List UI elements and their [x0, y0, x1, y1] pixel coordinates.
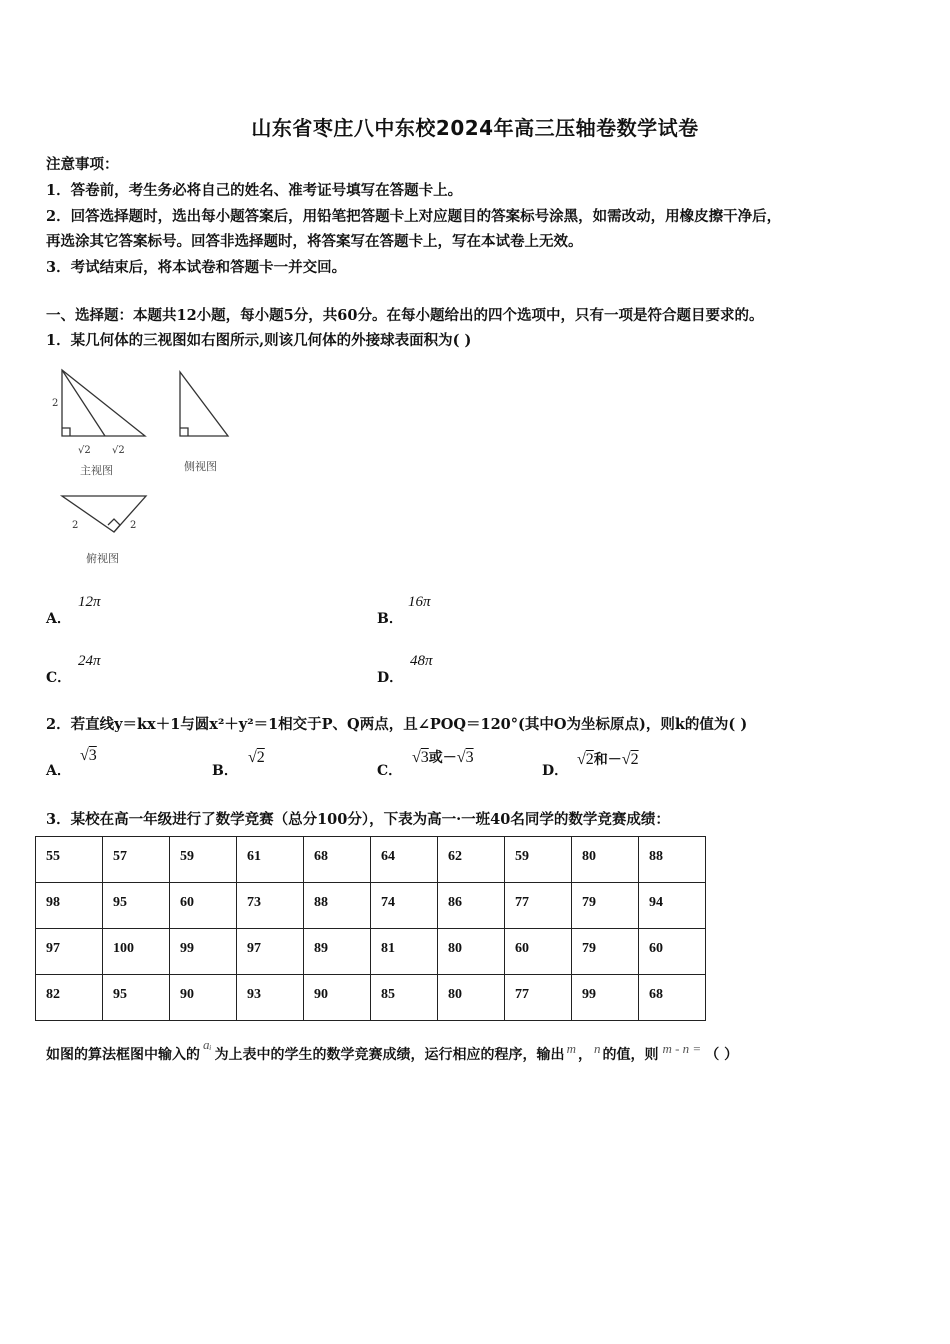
table-cell: 68	[639, 975, 706, 1021]
table-cell: 62	[438, 837, 505, 883]
table-cell: 97	[237, 929, 304, 975]
notice-item: 再选涂其它答案标号。回答非选择题时，将答案写在答题卡上，写在本试卷上无效。	[46, 233, 583, 250]
front-view-outer	[62, 370, 145, 436]
front-view-right-angle	[62, 428, 70, 436]
section-heading: 一、选择题：本题共12小题，每小题5分，共60分。在每小题给出的四个选项中，只有一项是符合题目要求的。	[46, 307, 764, 324]
var-n: n	[593, 1041, 601, 1056]
table-cell: 73	[237, 883, 304, 929]
table-cell: 77	[505, 883, 572, 929]
table-row	[36, 883, 706, 929]
table-cell: 88	[639, 837, 706, 883]
height-label: 2	[52, 398, 59, 409]
q1-option-d-letter: D．	[377, 670, 404, 686]
table-cell: 90	[170, 975, 237, 1021]
top-view-right-angle	[108, 519, 120, 532]
q2-option-b-letter: B．	[212, 763, 238, 779]
table-cell: 80	[438, 929, 505, 975]
table-cell: 97	[36, 929, 103, 975]
notice-item: 1．答卷前，考生务必将自己的姓名、准考证号填写在答题卡上。	[46, 182, 463, 199]
question-3-text: 3．某校在高一年级进行了数学竞赛（总分100分），下表为高一·一班40名同学的数学竞赛成绩：	[46, 811, 670, 828]
three-view-figure	[50, 362, 250, 572]
table-row	[36, 929, 706, 975]
table-cell: 90	[304, 975, 371, 1021]
table-cell: 89	[304, 929, 371, 975]
q2-option-a-letter: A．	[46, 763, 71, 779]
table-cell: 88	[304, 883, 371, 929]
q1-option-c-letter: C．	[46, 670, 72, 686]
var-m: m	[566, 1041, 576, 1056]
notice-item: 3．考试结束后，将本试卷和答题卡一并交回。	[46, 259, 347, 276]
table-cell: 80	[438, 975, 505, 1021]
table-cell: 95	[103, 975, 170, 1021]
base-label: √2	[78, 445, 91, 456]
table-cell: 95	[103, 883, 170, 929]
table-cell: 98	[36, 883, 103, 929]
q1-option-d-value: 48π	[410, 653, 433, 669]
table-cell: 60	[505, 929, 572, 975]
notice-item: 2．回答选择题时，选出每小题答案后，用铅笔把答题卡上对应题目的答案标号涂黑，如需改动，用橡皮擦干净后，	[46, 208, 782, 225]
q1-option-b-letter: B．	[377, 611, 403, 627]
table-cell: 86	[438, 883, 505, 929]
expr-m-minus-n: m - n =	[662, 1041, 702, 1056]
table-cell: 82	[36, 975, 103, 1021]
q2-option-c-letter: C．	[377, 763, 403, 779]
q2-option-b-value: √2	[248, 749, 265, 766]
top-edge-label: 2	[130, 520, 137, 531]
table-cell: 93	[237, 975, 304, 1021]
base-label: √2	[112, 445, 125, 456]
table-cell: 61	[237, 837, 304, 883]
q2-option-a-value: √3	[80, 747, 97, 764]
table-cell: 60	[170, 883, 237, 929]
q1-option-a-value: 12π	[78, 594, 101, 610]
front-view-inner-edge	[62, 370, 105, 436]
page-title: 山东省枣庄八中东校2024年高三压轴卷数学试卷	[251, 116, 699, 140]
table-cell: 79	[572, 883, 639, 929]
table-cell: 80	[572, 837, 639, 883]
question-2-text: 2．若直线y＝kx＋1与圆x²＋y²＝1相交于P、Q两点，且∠POQ＝120°(其中O为坐标原点)，则k的值为( )	[46, 716, 748, 733]
table-cell: 74	[371, 883, 438, 929]
table-cell: 81	[371, 929, 438, 975]
score-table	[35, 836, 706, 1021]
var-a-i: aᵢ	[203, 1037, 212, 1052]
question-1-text: 1．某几何体的三视图如右图所示,则该几何体的外接球表面积为( )	[46, 332, 472, 349]
table-cell: 100	[103, 929, 170, 975]
table-cell: 64	[371, 837, 438, 883]
table-row	[36, 837, 706, 883]
top-view-label: 俯视图	[86, 552, 119, 565]
side-view-right-angle	[180, 428, 188, 436]
table-cell: 99	[170, 929, 237, 975]
table-row	[36, 975, 706, 1021]
table-cell: 59	[505, 837, 572, 883]
q2-option-d-letter: D．	[542, 763, 569, 779]
q2-option-c-value: √3或－√3	[412, 749, 474, 766]
q1-option-a-letter: A．	[46, 611, 71, 627]
table-cell: 79	[572, 929, 639, 975]
side-view-label: 侧视图	[184, 460, 217, 473]
table-cell: 68	[304, 837, 371, 883]
table-cell: 55	[36, 837, 103, 883]
top-edge-label: 2	[72, 520, 79, 531]
side-view-triangle	[180, 372, 228, 436]
front-view-label: 主视图	[80, 464, 113, 477]
table-cell: 85	[371, 975, 438, 1021]
table-cell: 57	[103, 837, 170, 883]
q1-option-b-value: 16π	[408, 594, 431, 610]
table-cell: 60	[639, 929, 706, 975]
table-cell: 99	[572, 975, 639, 1021]
notice-heading: 注意事项：	[46, 156, 119, 173]
q2-option-d-value: √2和－√2	[577, 751, 639, 768]
table-cell: 59	[170, 837, 237, 883]
table-cell: 94	[639, 883, 706, 929]
q1-option-c-value: 24π	[78, 653, 101, 669]
question-3-follow: 如图的算法框图中输入的aᵢ为上表中的学生的数学竞赛成绩，运行相应的程序，输出 m ， n 的值，则 m - n = （ ）	[46, 1037, 739, 1063]
table-cell: 77	[505, 975, 572, 1021]
